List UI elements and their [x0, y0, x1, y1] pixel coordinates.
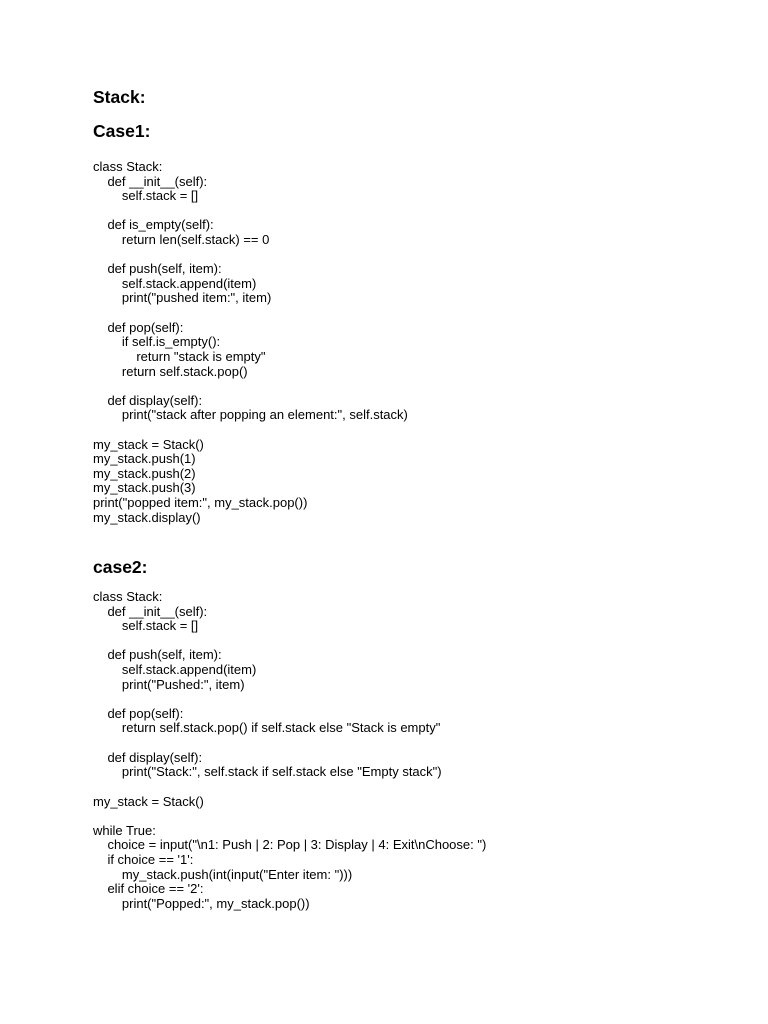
code-line: def push(self, item):: [93, 647, 222, 663]
code-line: return len(self.stack) == 0: [93, 232, 270, 248]
code-line: elif choice == '2':: [93, 881, 204, 897]
code-line: return self.stack.pop() if self.stack else "Stack is empty": [93, 720, 441, 736]
code-line: self.stack.append(item): [93, 275, 257, 291]
code-line: my_stack.push(2): [93, 465, 196, 481]
code-line: if self.is_empty():: [93, 334, 221, 350]
code-line: self.stack = []: [93, 618, 199, 634]
code-line: print("stack after popping an element:", self.stack): [93, 407, 408, 423]
code-line: [93, 379, 408, 394]
code-line: def push(self, item):: [93, 261, 222, 277]
code-line: def __init__(self):: [93, 603, 208, 619]
document-title: Stack:: [93, 87, 146, 107]
code-line: [93, 248, 408, 263]
case2-heading: case2:: [93, 557, 148, 577]
code-line: class Stack:: [93, 589, 163, 604]
code-line: def is_empty(self):: [93, 217, 214, 233]
code-line: def __init__(self):: [93, 173, 208, 189]
case1-heading: Case1:: [93, 121, 151, 141]
case2-code-block: [93, 590, 486, 911]
code-line: self.stack.append(item): [93, 662, 257, 678]
code-line: def pop(self):: [93, 319, 184, 335]
code-line: my_stack.display(): [93, 509, 201, 525]
code-line: choice = input("\n1: Push | 2: Pop | 3: Display | 4: Exit\nChoose: "): [93, 837, 487, 853]
code-line: [93, 692, 486, 707]
case1-code-block: [93, 160, 408, 525]
code-line: self.stack = []: [93, 188, 199, 204]
code-line: while True:: [93, 822, 156, 838]
code-line: my_stack = Stack(): [93, 436, 204, 452]
code-line: def pop(self):: [93, 705, 184, 721]
code-line: return self.stack.pop(): [93, 363, 248, 379]
code-line: print("Pushed:", item): [93, 676, 245, 692]
code-line: class Stack:: [93, 159, 163, 174]
code-line: def display(self):: [93, 392, 203, 408]
code-line: my_stack.push(3): [93, 480, 196, 496]
code-line: [93, 634, 486, 649]
code-line: print("Popped:", my_stack.pop()): [93, 895, 310, 911]
code-line: my_stack = Stack(): [93, 793, 204, 809]
code-line: [93, 736, 486, 751]
code-line: print("popped item:", my_stack.pop()): [93, 495, 308, 511]
code-line: [93, 306, 408, 321]
code-line: my_stack.push(1): [93, 451, 196, 467]
code-line: def display(self):: [93, 749, 203, 765]
code-line: [93, 423, 408, 438]
code-line: print("pushed item:", item): [93, 290, 272, 306]
code-line: print("Stack:", self.stack if self.stack else "Empty stack"): [93, 764, 442, 780]
code-line: my_stack.push(int(input("Enter item: "))): [93, 866, 353, 882]
code-line: [93, 780, 486, 795]
code-line: if choice == '1':: [93, 851, 194, 867]
code-line: [93, 204, 408, 219]
code-line: return "stack is empty": [93, 348, 266, 364]
code-line: [93, 809, 486, 824]
